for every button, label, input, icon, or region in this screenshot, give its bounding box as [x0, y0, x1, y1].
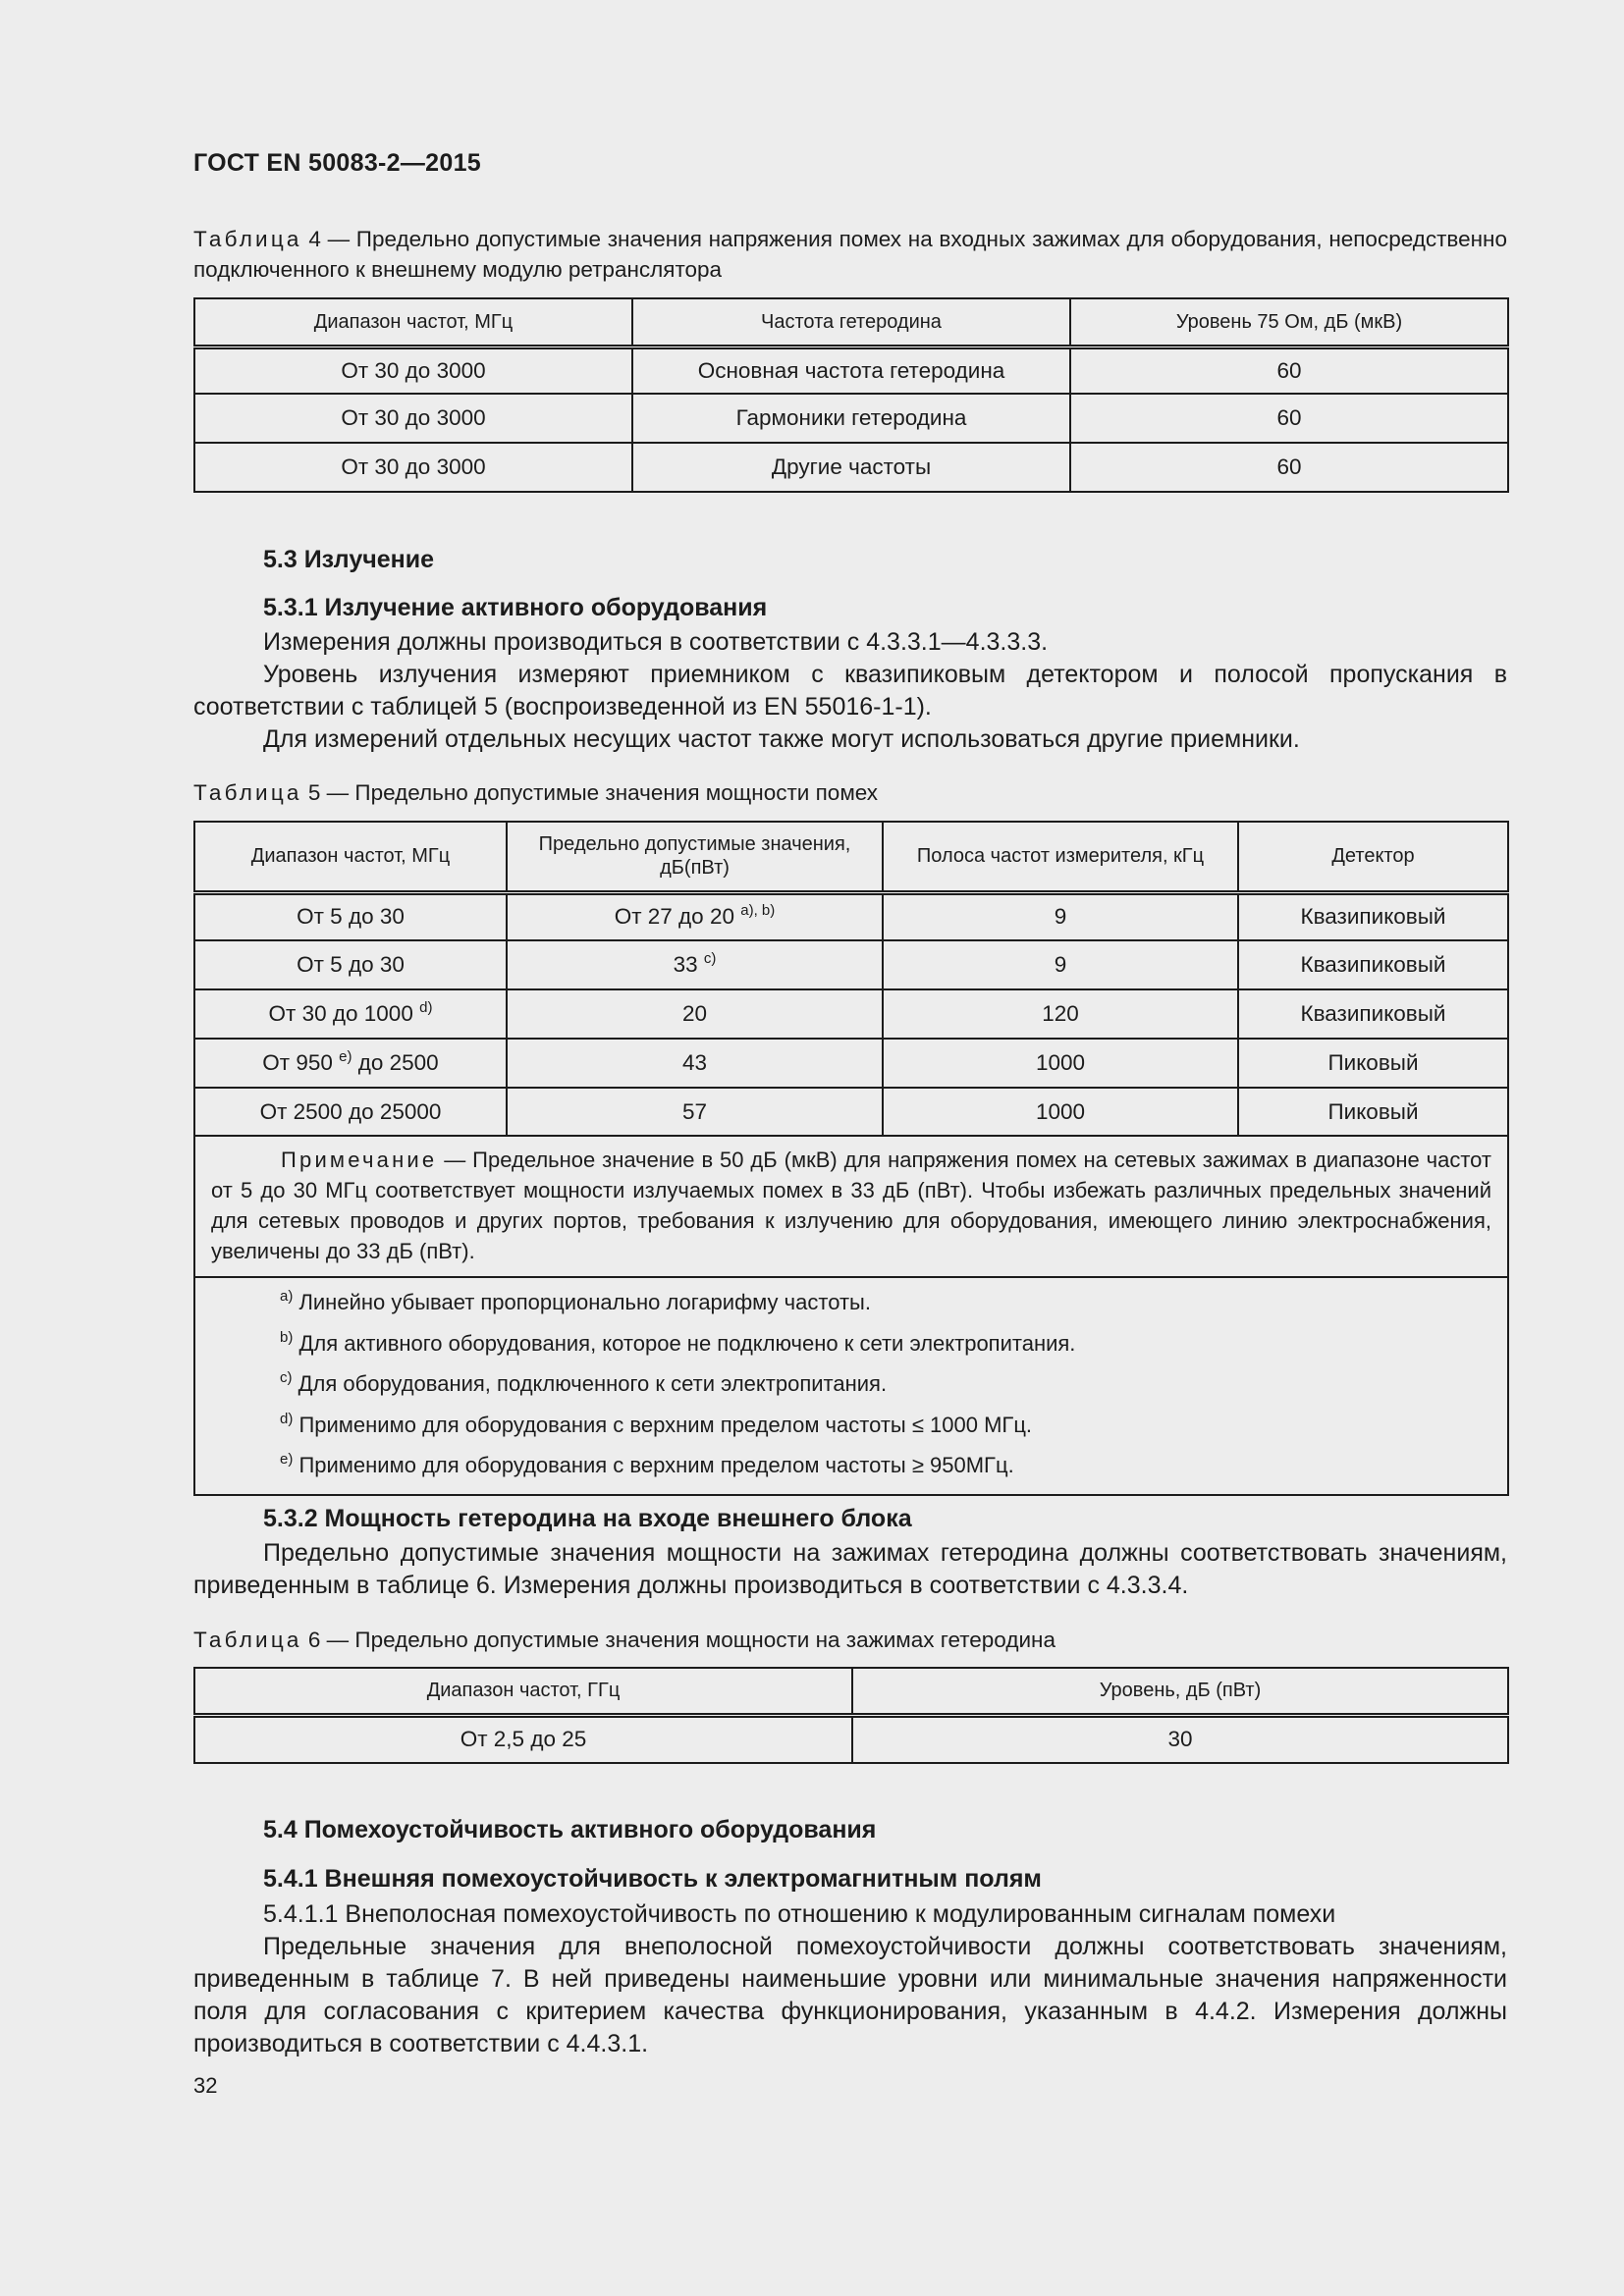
table6-cell: 30: [852, 1715, 1508, 1763]
table5-cell: От 2500 до 25000: [194, 1088, 507, 1136]
document-header: ГОСТ EN 50083-2—2015: [193, 149, 481, 177]
table6-header-row: [194, 1668, 1508, 1715]
paragraph-text: Предельные значения для внеполосной помехоустойчивости должны соответствовать значениям, приведенным в таблице 7. В ней приведены наименьшие уровни или минимальные значения напряженности поля для согласования с критерием качества функционирования, указанным в 4.4.2. Измерения должны производиться в соответствии с 4.4.3.1.: [193, 1933, 1507, 2057]
table4-header-row: [194, 298, 1508, 347]
footnote: [280, 1325, 1491, 1366]
table5-caption: [193, 777, 1507, 808]
footnote: [280, 1447, 1491, 1488]
page-number: 32: [193, 2073, 218, 2098]
table5-cell-text: От 5 до 30: [297, 952, 405, 977]
table5-cell: [194, 1039, 507, 1088]
table5-cell: [194, 989, 507, 1039]
table5-header-row: [194, 822, 1508, 892]
table5-cell-text: От 950: [262, 1050, 333, 1075]
table5-cell-text: От 30 до 1000: [268, 1001, 413, 1026]
table5-header-cell: Предельно допустимые значения, дБ(пВт): [507, 822, 883, 892]
footnote-mark: e): [280, 1451, 294, 1468]
footnote-text: Для активного оборудования, которое не подключено к сети электропитания.: [293, 1330, 1076, 1356]
table5-footnotes: [194, 1277, 1508, 1495]
table5-note-text: — Предельное значение в 50 дБ (мкВ) для напряжения помех на сетевых зажимах в диапазоне частот от 5 до 30 МГц соответствует мощности излучаемых помех в 33 дБ (пВт). Чтобы избежать различных предельных значений для сетевых проводов и других портов, требования к излучению для оборудования, имеющего линию электроснабжения, увеличены до 33 дБ (пВт).: [211, 1148, 1491, 1263]
paragraph: [193, 723, 1507, 756]
table-row: [194, 989, 1508, 1039]
footnote: [280, 1284, 1491, 1325]
footnote-text: Для оборудования, подключенного к сети электропитания.: [292, 1371, 888, 1396]
table5-header-cell: Детектор: [1238, 822, 1508, 892]
table4-cell: Гармоники гетеродина: [632, 394, 1070, 443]
footnote-mark: a), b): [740, 902, 776, 920]
footnote-text: Линейно убывает пропорционально логарифму частоты.: [293, 1290, 871, 1314]
paragraph-text: 5.4.1.1 Внеполосная помехоустойчивость по отношению к модулированным сигналам помехи: [263, 1900, 1336, 1928]
paragraph: [193, 1898, 1507, 1931]
subsection-heading: 5.3.1 Излучение активного оборудования: [263, 594, 768, 621]
subsection-heading: 5.3.2 Мощность гетеродина на входе внешнего блока: [263, 1505, 912, 1532]
table5-header-cell: Полоса частот измерителя, кГц: [883, 822, 1238, 892]
table-row: [194, 1088, 1508, 1136]
footnote-mark: d): [280, 1410, 294, 1427]
table4-cell: 60: [1070, 347, 1508, 394]
paragraph: [193, 659, 1507, 723]
table4-caption: [193, 224, 1507, 285]
footnote: [280, 1407, 1491, 1448]
footnote-mark: e): [339, 1048, 352, 1065]
table4-cell: 60: [1070, 394, 1508, 443]
table5-cell: [507, 892, 883, 940]
table5-cell: [194, 892, 507, 940]
table5-cell: 57: [507, 1088, 883, 1136]
table5-cell: Квазипиковый: [1238, 940, 1508, 989]
table5-caption-label: Таблица: [193, 780, 302, 805]
table5-cell: 9: [883, 892, 1238, 940]
table4-cell: Другие частоты: [632, 443, 1070, 492]
table5-cell-text: 33: [673, 952, 698, 977]
table4-cell: От 30 до 3000: [194, 394, 632, 443]
paragraph-text: Измерения должны производиться в соответствии с 4.3.3.1—4.3.3.3.: [263, 628, 1049, 656]
table-row: [194, 1715, 1508, 1763]
table4-header-cell: Уровень 75 Ом, дБ (мкВ): [1070, 298, 1508, 347]
table5-cell: [194, 940, 507, 989]
subsection-heading: 5.4.1 Внешняя помехоустойчивость к электромагнитным полям: [263, 1865, 1042, 1893]
footnote-text: Применимо для оборудования с верхним пределом частоты ≥ 950МГц.: [293, 1453, 1014, 1477]
table6-caption-text: 6 — Предельно допустимые значения мощности на зажимах гетеродина: [301, 1628, 1056, 1652]
paragraph: [193, 1537, 1507, 1602]
table4-caption-label: Таблица: [193, 227, 302, 251]
table5-cell: 1000: [883, 1088, 1238, 1136]
table5-caption-text: 5 — Предельно допустимые значения мощности помех: [301, 780, 879, 805]
table4-cell: От 30 до 3000: [194, 347, 632, 394]
footnote-mark: a): [280, 1288, 294, 1305]
table4-cell: От 30 до 3000: [194, 443, 632, 492]
table4-header-cell: Частота гетеродина: [632, 298, 1070, 347]
footnote-mark: b): [280, 1328, 294, 1346]
table-row: [194, 394, 1508, 443]
table5-note-label: Примечание: [281, 1148, 438, 1172]
table6-caption: [193, 1625, 1507, 1655]
table4-cell: Основная частота гетеродина: [632, 347, 1070, 394]
table5-note-row: [194, 1136, 1508, 1277]
table6-header-cell: Уровень, дБ (пВт): [852, 1668, 1508, 1715]
paragraph-text: Уровень излучения измеряют приемником с квазипиковым детектором и полосой пропускания в соответствии с таблицей 5 (воспроизведенной из EN 55016-1-1).: [193, 661, 1507, 721]
table5-cell-text: От 5 до 30: [297, 904, 405, 930]
table-row: [194, 892, 1508, 940]
section-heading: 5.4 Помехоустойчивость активного оборудования: [263, 1816, 877, 1843]
table5-cell-text: до 2500: [352, 1050, 439, 1075]
table4: [193, 297, 1509, 493]
paragraph-text: Предельно допустимые значения мощности на зажимах гетеродина должны соответствовать значениям, приведенным в таблице 6. Измерения должны производиться в соответствии с 4.3.3.4.: [193, 1539, 1507, 1599]
table6-cell: От 2,5 до 25: [194, 1715, 852, 1763]
table5-note: [194, 1136, 1508, 1277]
table5-cell: Квазипиковый: [1238, 989, 1508, 1039]
table6-caption-label: Таблица: [193, 1628, 302, 1652]
table5-cell: Квазипиковый: [1238, 892, 1508, 940]
table-row: [194, 940, 1508, 989]
footnote-mark: d): [419, 999, 433, 1016]
table5-cell-text: От 27 до 20: [614, 904, 734, 930]
table5-header-cell: Диапазон частот, МГц: [194, 822, 507, 892]
table4-cell: 60: [1070, 443, 1508, 492]
footnote-mark: c): [280, 1369, 293, 1386]
footnote: [280, 1365, 1491, 1407]
table5-cell: 20: [507, 989, 883, 1039]
table4-caption-text: 4 — Предельно допустимые значения напряжения помех на входных зажимах для оборудования, непосредственно подключенного к внешнему модулю ретранслятора: [193, 227, 1507, 282]
footnote-mark: c): [703, 950, 717, 967]
table-row: [194, 1039, 1508, 1088]
paragraph: [193, 626, 1507, 659]
table6: [193, 1667, 1509, 1764]
table5-cell: [507, 940, 883, 989]
footnote-text: Применимо для оборудования с верхним пределом частоты ≤ 1000 МГц.: [293, 1412, 1033, 1437]
table5-footnotes-row: [194, 1277, 1508, 1495]
table-row: [194, 347, 1508, 394]
paragraph-text: Для измерений отдельных несущих частот также могут использоваться другие приемники.: [263, 725, 1300, 753]
table-row: [194, 443, 1508, 492]
table4-header-cell: Диапазон частот, МГц: [194, 298, 632, 347]
table5-cell: 43: [507, 1039, 883, 1088]
table5-cell: 9: [883, 940, 1238, 989]
table6-header-cell: Диапазон частот, ГГц: [194, 1668, 852, 1715]
table5: [193, 821, 1509, 1496]
table5-cell: Пиковый: [1238, 1088, 1508, 1136]
section-heading: 5.3 Излучение: [263, 546, 435, 573]
table5-cell: 1000: [883, 1039, 1238, 1088]
paragraph: [193, 1931, 1507, 2060]
table5-cell: 120: [883, 989, 1238, 1039]
table5-cell: Пиковый: [1238, 1039, 1508, 1088]
